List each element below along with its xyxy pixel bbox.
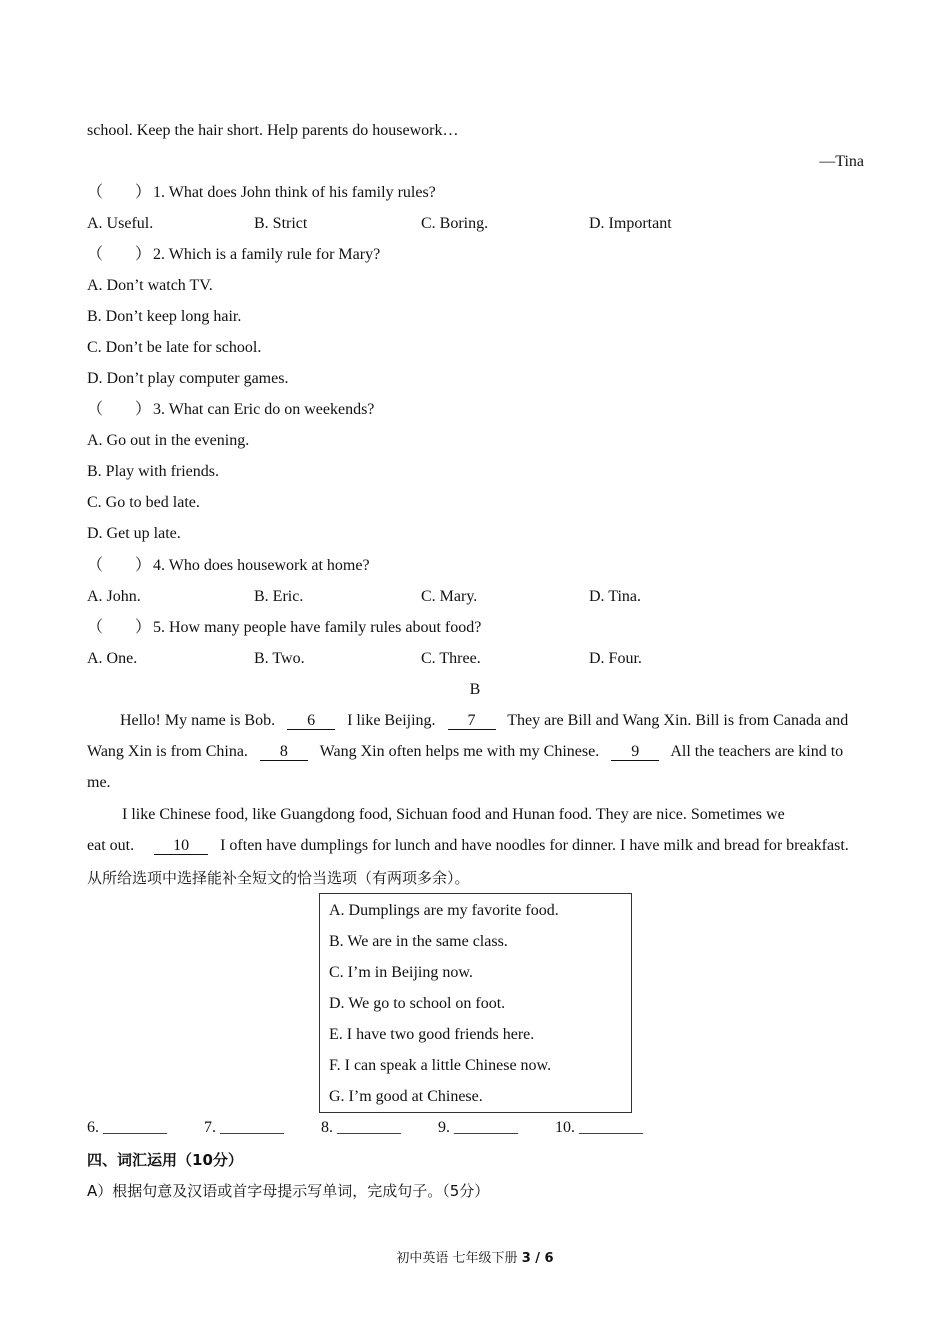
question-3 xyxy=(87,400,374,420)
option-d: D. Four. xyxy=(589,650,642,667)
option-b: B. Play with friends. xyxy=(87,463,219,480)
passage-text: school. Keep the hair short. Help parents do housework… xyxy=(87,122,459,139)
option-d: D. Get up late. xyxy=(87,525,181,542)
blank-8[interactable]: 8 xyxy=(260,744,308,761)
answer-row xyxy=(87,1118,687,1140)
choice-e: E. I have two good friends here. xyxy=(329,1026,535,1043)
page-number: 3 / 6 xyxy=(521,1251,554,1266)
answer-paren[interactable]: （ ） xyxy=(87,246,152,263)
option-a: A. Useful. xyxy=(87,215,154,232)
section-4-heading: 四、词汇运用（10分） xyxy=(87,1151,243,1169)
choice-f: F. I can speak a little Chinese now. xyxy=(329,1057,552,1074)
section-4-sub-a: A）根据句意及汉语或首字母提示写单词，完成句子。（5分） xyxy=(87,1182,490,1200)
question-2 xyxy=(87,245,380,265)
sentence: I like Beijing. xyxy=(347,712,436,729)
blank-10[interactable]: 10 xyxy=(154,838,208,855)
option-c: C. Three. xyxy=(421,650,481,667)
choice-g: G. I’m good at Chinese. xyxy=(329,1088,483,1105)
passage-b-line-2 xyxy=(87,742,843,762)
sentence: They are Bill and Wang Xin. Bill is from Canada and xyxy=(507,712,849,729)
passage-b-line-3: me. xyxy=(87,774,111,791)
passage-b-line-4: I like Chinese food, like Guangdong food, Sichuan food and Hunan food. They are nice. Sometimes we xyxy=(122,806,785,823)
answer-paren[interactable]: （ ） xyxy=(87,619,152,636)
option-a: A. Go out in the evening. xyxy=(87,432,250,449)
choice-b: B. We are in the same class. xyxy=(329,933,508,950)
answer-8[interactable]: 8. ________ xyxy=(321,1119,401,1136)
answer-6[interactable]: 6. ________ xyxy=(87,1119,167,1136)
option-d: D. Don’t play computer games. xyxy=(87,370,289,387)
option-c: C. Boring. xyxy=(421,215,489,232)
option-c: C. Mary. xyxy=(421,588,478,605)
option-a: A. John. xyxy=(87,588,141,605)
question-text: 1. What does John think of his family rules? xyxy=(153,184,436,201)
sentence: All the teachers are kind to xyxy=(670,743,844,760)
passage-b-line-1 xyxy=(120,711,848,731)
choices-box xyxy=(319,893,632,1113)
answer-paren[interactable]: （ ） xyxy=(87,184,152,201)
page-footer xyxy=(0,1247,950,1266)
option-c: C. Don’t be late for school. xyxy=(87,339,262,356)
option-a: A. Don’t watch TV. xyxy=(87,277,213,294)
answer-paren[interactable]: （ ） xyxy=(87,557,152,574)
section-b-instruction: 从所给选项中选择能补全短文的恰当选项（有两项多余）。 xyxy=(87,869,470,887)
answer-10[interactable]: 10. ________ xyxy=(555,1119,643,1136)
choice-d: D. We go to school on foot. xyxy=(329,995,506,1012)
option-c: C. Go to bed late. xyxy=(87,494,200,511)
choice-a: A. Dumplings are my favorite food. xyxy=(329,902,559,919)
question-text: 2. Which is a family rule for Mary? xyxy=(153,246,381,263)
choice-c: C. I’m in Beijing now. xyxy=(329,964,473,981)
sentence: eat out. xyxy=(87,837,135,854)
option-a: A. One. xyxy=(87,650,138,667)
question-1 xyxy=(87,183,436,203)
question-text: 3. What can Eric do on weekends? xyxy=(153,401,375,418)
sentence: Hello! My name is Bob. xyxy=(120,712,276,729)
footer-text: 初中英语 七年级下册 xyxy=(396,1251,518,1266)
sentence: Wang Xin often helps me with my Chinese. xyxy=(319,743,600,760)
option-b: B. Eric. xyxy=(254,588,304,605)
option-d: D. Tina. xyxy=(589,588,642,605)
option-d: D. Important xyxy=(589,215,672,232)
question-5 xyxy=(87,618,481,638)
sentence: I often have dumplings for lunch and have noodles for dinner. I have milk and bread for breakfast. xyxy=(220,837,849,854)
blank-7[interactable]: 7 xyxy=(448,713,496,730)
option-b: B. Strict xyxy=(254,215,308,232)
sentence: Wang Xin is from China. xyxy=(87,743,248,760)
blank-9[interactable]: 9 xyxy=(611,744,659,761)
option-b: B. Don’t keep long hair. xyxy=(87,308,242,325)
question-text: 4. Who does housework at home? xyxy=(153,557,370,574)
question-text: 5. How many people have family rules about food? xyxy=(153,619,482,636)
section-b-title: B xyxy=(469,681,481,698)
answer-9[interactable]: 9. ________ xyxy=(438,1119,518,1136)
blank-6[interactable]: 6 xyxy=(287,713,335,730)
passage-b-line-5 xyxy=(87,836,849,856)
option-b: B. Two. xyxy=(254,650,305,667)
answer-paren[interactable]: （ ） xyxy=(87,401,152,418)
question-4 xyxy=(87,556,370,576)
passage-signature: —Tina xyxy=(819,153,864,170)
answer-7[interactable]: 7. ________ xyxy=(204,1119,284,1136)
